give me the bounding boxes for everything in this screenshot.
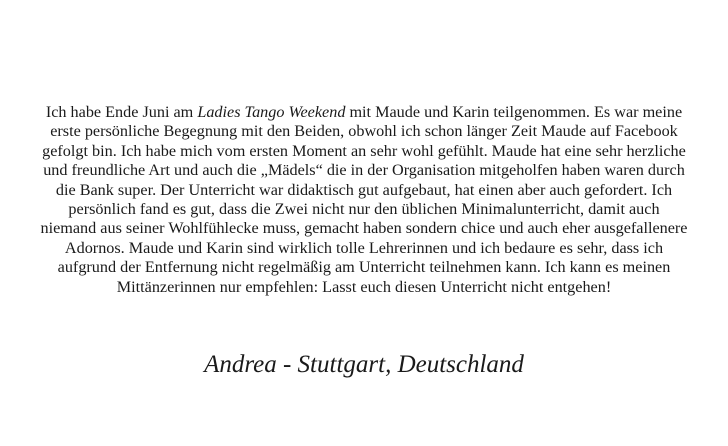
testimonial-text-intro: Ich habe Ende Juni am: [45, 103, 198, 121]
event-title: Ladies Tango Weekend: [197, 103, 346, 121]
testimonial-text: [40, 103, 688, 297]
testimonial-text-body: mit Maude und Karin teilgenommen. Es war meine erste persönliche Begegnung mit den Beiden, obwohl ich schon länger Zeit Maude auf Facebook gefolgt bin. Ich habe mich vom ersten Moment an sehr wohl gefühlt. Maude hat eine sehr herzliche und freundliche Art und auch die „Mädels“ die in der Organisation mitgeholfen haben waren durch die Bank super. Der Unterricht war didaktisch gut aufgebaut, hat einen aber auch gefordert. Ich persönlich fand es gut, dass die Zwei nicht nur den üblichen Minimalunterricht, damit auch niemand aus seiner Wohlfühlecke muss, gemacht haben sondern chice und auch eher ausgefallenere Adornos. Maude und Karin sind wirklich tolle Lehrerinnen und ich bedaure es sehr, dass ich aufgrund der Entfernung nicht regelmäßig am Unterricht teilnehmen kann. Ich kann es meinen Mittänzerinnen nur empfehlen: Lasst euch diesen Unterricht nicht entgehen!: [40, 103, 688, 296]
testimonial-author: Andrea - Stuttgart, Deutschland: [204, 351, 524, 378]
